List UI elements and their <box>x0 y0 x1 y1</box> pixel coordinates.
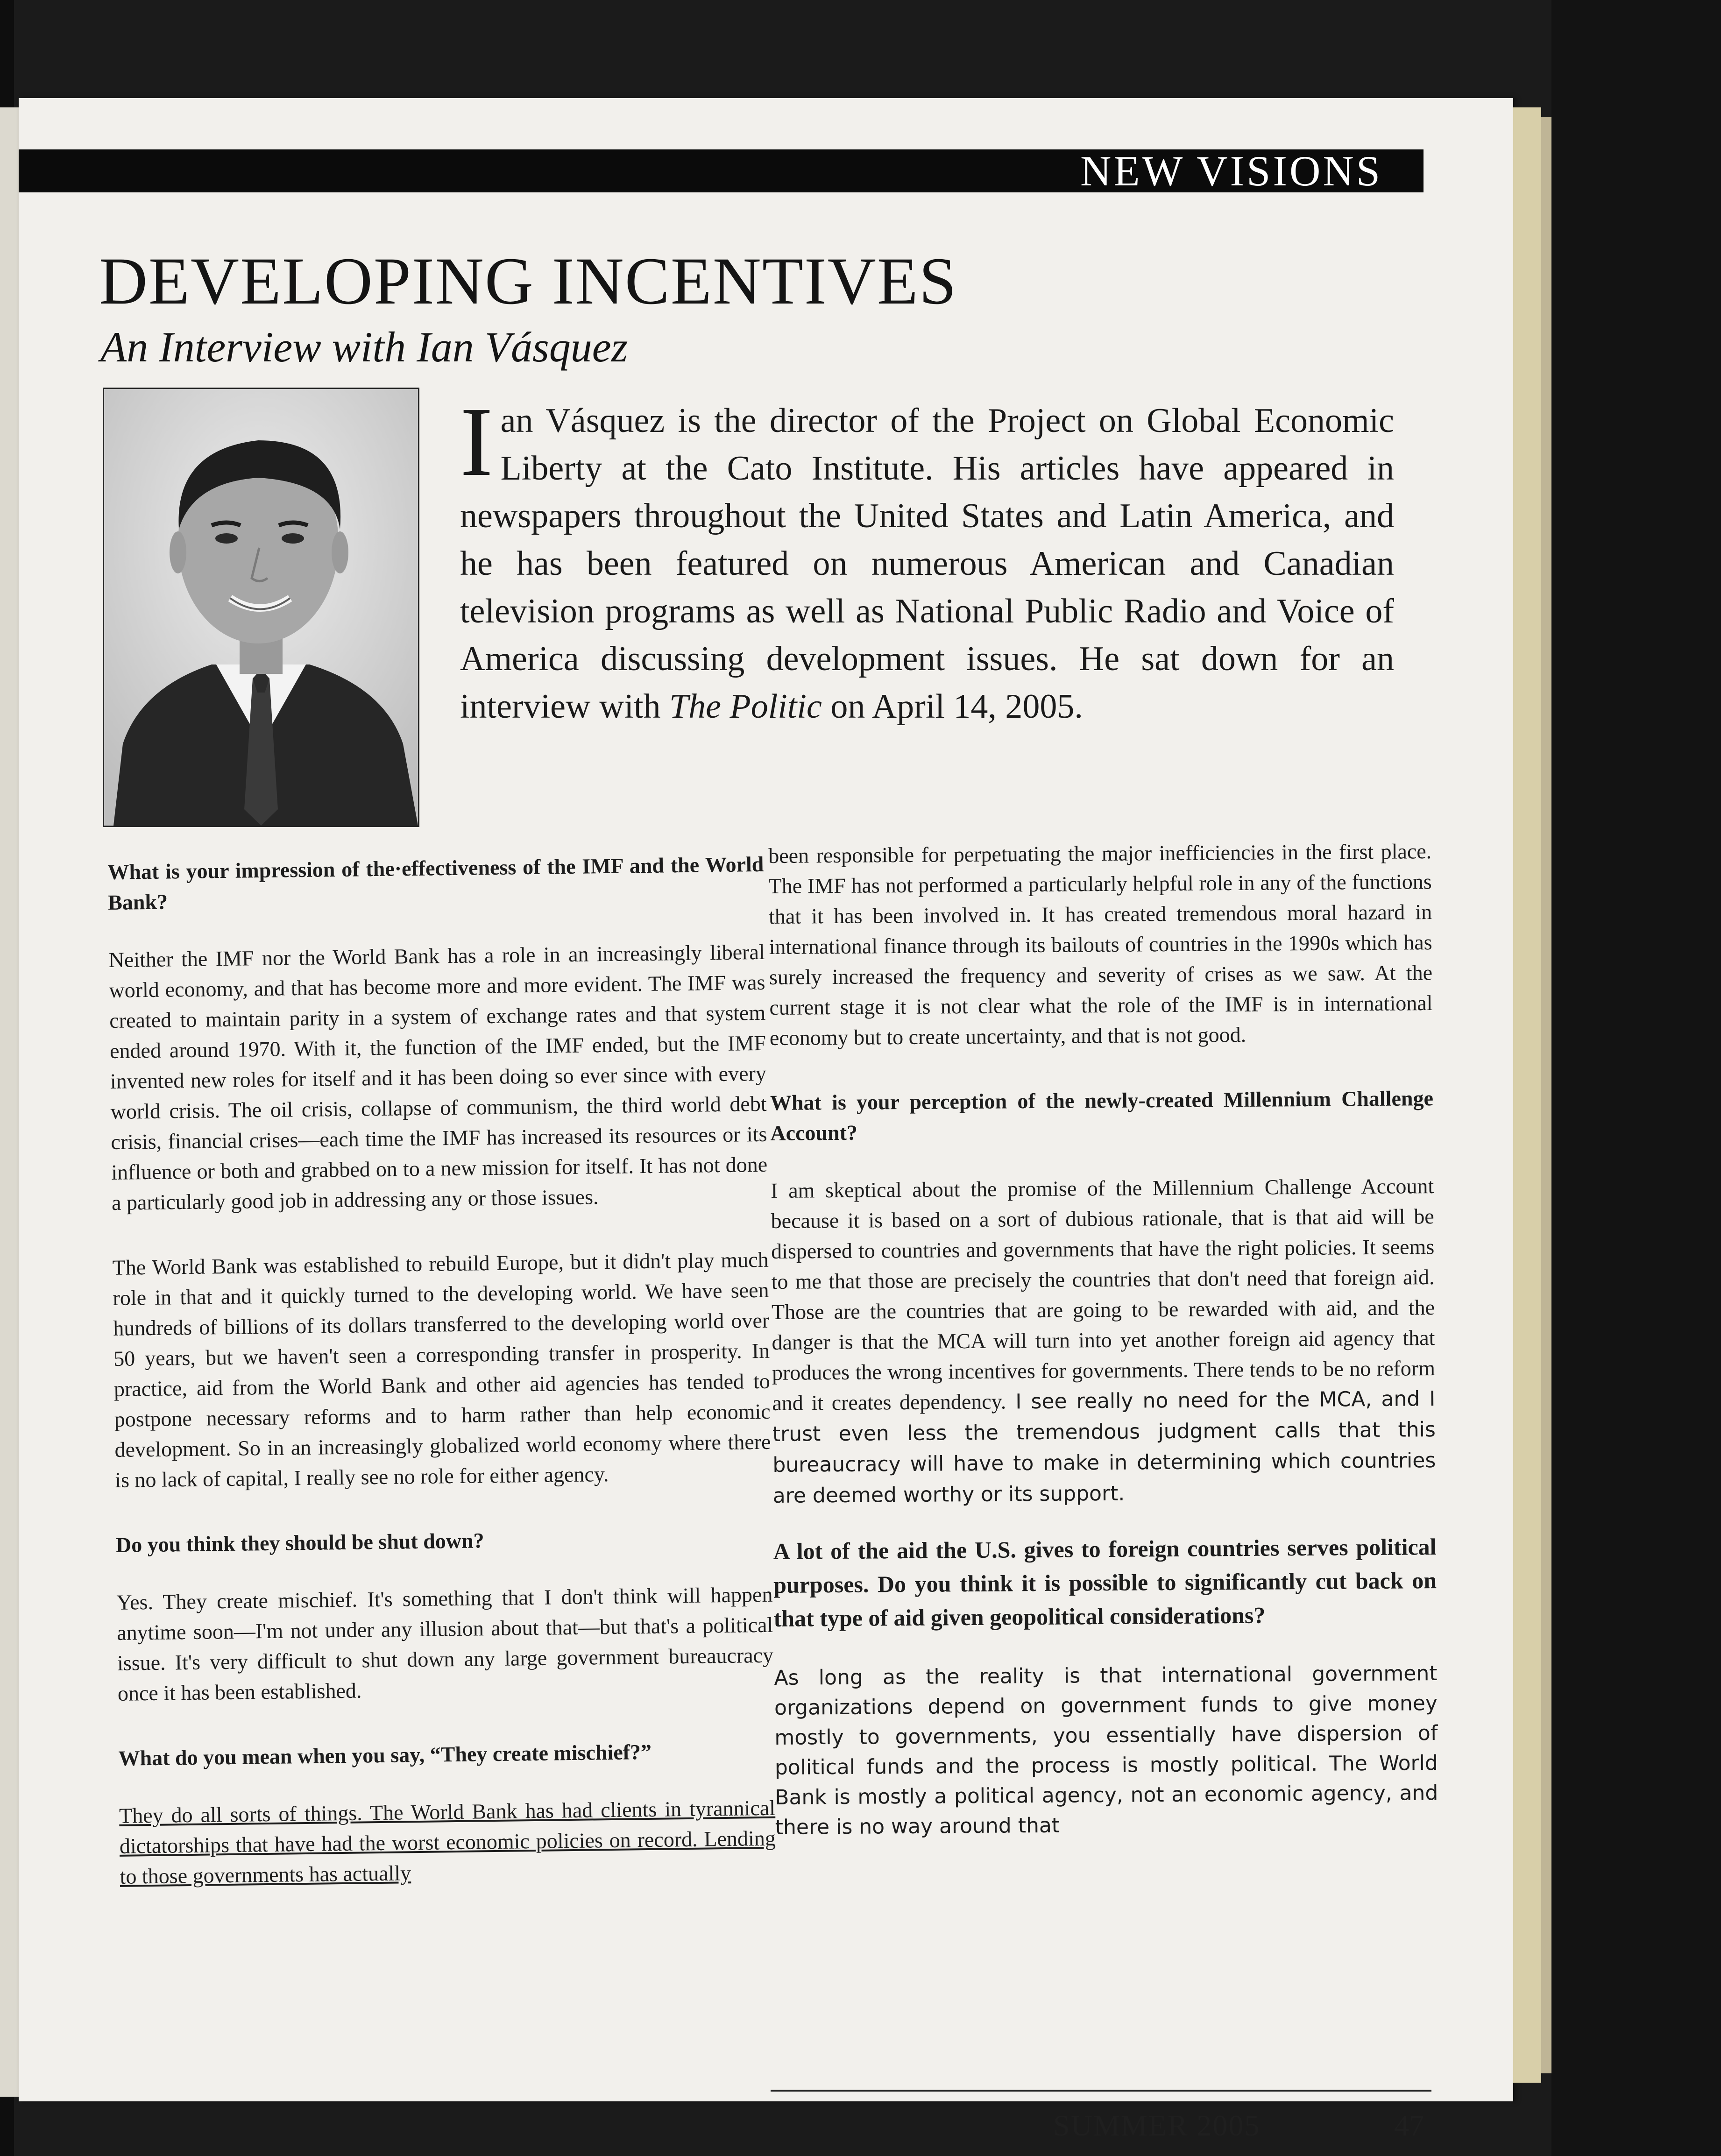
right-column <box>768 836 1438 1843</box>
answer-4-part-1: I am skeptical about the promise of the Millennium Challenge Account because it is based on a sort of dubious rationale, that is that aid will be dispersed to countries and governments that have the right policies. It seems to me that those are precisely the countries that don't need that foreign aid. Those are the countries that are going to be rewarded with aid, and the danger is that the MCA will turn into yet another foreign aid agency that produces the wrong incentives for governments. There tends to be no reform and it creates dependency. <box>771 1174 1436 1415</box>
previous-page-edge <box>0 107 19 2097</box>
background-cover <box>1551 0 1721 2156</box>
page-stack-edge-shadow <box>1541 117 1551 2073</box>
intro-date: on April 14, 2005. <box>822 687 1083 726</box>
publication-name: The Politic <box>669 687 822 726</box>
intro-text: an Vásquez is the director of the Project on Global Economic Liberty at the Cato Institute. His articles have appeared in newspapers throughout the United States and Latin America, and he has been featured on numerous American and Canadian television programs as well as National Public Radio and Voice of America discussing development issues. He sat down for an interview with <box>460 402 1394 726</box>
article-title: DEVELOPING INCENTIVES <box>99 244 957 318</box>
portrait-photo <box>103 388 419 827</box>
section-label: NEW VISIONS <box>1044 151 1419 191</box>
drop-cap: I <box>460 387 493 496</box>
left-column <box>107 849 777 1926</box>
page-stack-edge <box>1513 107 1541 2083</box>
answer-2: Yes. They create mischief. It's something that I don't think will happen anytime soon—I'm not under any illusion about that—but that's a political issue. It's very difficult to shut down any large government bureaucracy once it has been established. <box>116 1582 774 1705</box>
question-4: What is your perception of the newly-created Millennium Challenge Account? <box>770 1086 1434 1145</box>
answer-4 <box>771 1171 1436 1511</box>
answer-5: As long as the reality is that international government organizations depend on government funds to give money mostly to governments, you essentially have dispersion of political funds and the process is mostly political. The World Bank is mostly a political agency, not an economic agency, and there is no way around that <box>774 1661 1438 1839</box>
answer-1-paragraph-2: The World Bank was established to rebuild Europe, but it didn't play much role in that and it quickly turned to the developing world. We have seen hundreds of billions of its dollars transferred to the developing world over 50 years, but we haven't seen a corresponding transfer in prosperity. In practice, aid from the World Bank and other aid agencies has tended to postpone necessary reforms and to harm rather than help economic development. So in an increasingly globalized world economy where there is no lack of capital, I really see no role for either agency. <box>112 1247 771 1492</box>
intro-paragraph <box>460 387 1394 730</box>
answer-4-part-2: I see really no need for the MCA, and I trust even less the tremendous judgment calls that this bureaucracy will have to make in determining which countries are deemed worthy or its support. <box>772 1387 1436 1508</box>
magazine-page <box>19 98 1513 2142</box>
footer-rule <box>771 2090 1431 2092</box>
issue-label: SUMMER 2005 <box>1053 2109 1261 2142</box>
question-2: Do you think they should be shut down? <box>115 1528 484 1557</box>
article-subtitle: An Interview with Ian Vásquez <box>100 323 628 371</box>
answer-3-continued: been responsible for perpetuating the major inefficiencies in the first place. The IMF has not performed a particularly helpful role in any of the functions that it has been involved in. It has created tremendous moral hazard in international finance through its bailouts of countries in the 1990s which has surely increased the frequency and severity of crises as we saw. At the current stage it is not clear what the role of the IMF is in international economy but to create uncertainty, and that is not good. <box>768 839 1433 1050</box>
question-5: A lot of the aid the U.S. gives to foreign countries serves political purposes. Do you think it is possible to significantly cut back on that type of aid given geopolitical considerations? <box>773 1534 1437 1632</box>
answer-3-start: They do all sorts of things. The World Bank has had clients in tyrannical dictatorships that have had the worst economic policies on record. Lending to those governments has actually <box>119 1795 776 1888</box>
answer-1-paragraph-1: Neither the IMF nor the World Bank has a role in an increasingly liberal world economy, and that has become more and more evident. The IMF was created to maintain parity in a system of exchange rates and that system ended around 1970. With it, the function of the IMF ended, but the IMF invented new roles for itself and it has been doing so ever since with every world crisis. The oil crisis, collapse of communism, the third world debt crisis, financial crises—each time the IMF has increased its resources or its influence or both and grabbed on to a new mission for itself. It has not done a particularly good job in addressing any or those issues. <box>108 940 768 1215</box>
question-1: What is your impression of the·effectiveness of the IMF and the World Bank? <box>107 852 764 914</box>
page-number: 47 <box>1394 2109 1424 2142</box>
question-3: What do you mean when you say, “They create mischief?” <box>118 1739 652 1770</box>
